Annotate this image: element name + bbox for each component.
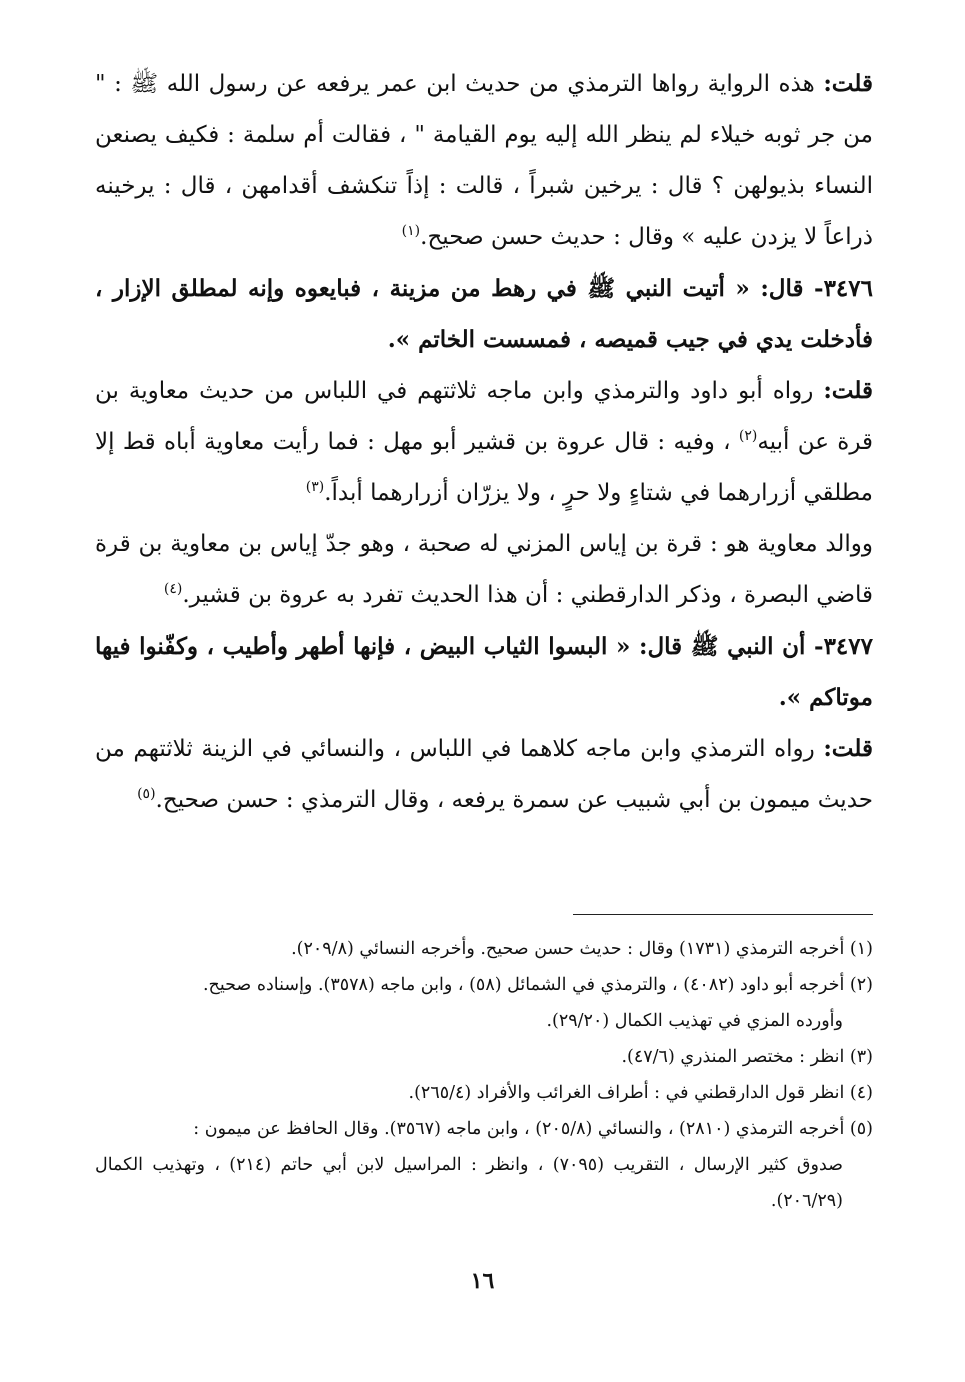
footnote-ref-4: (٤) xyxy=(163,581,183,597)
footnote-5-continued: صدوق كثير الإرسال ، التقريب (٧٠٩٥) ، وانظر : المراسيل لابن أبي حاتم (٢١٤) ، وتهذيب الكمال (٢٠٦/٢٩). xyxy=(95,1155,843,1211)
comment-paragraph-2 xyxy=(95,365,873,519)
hadith-3476 xyxy=(95,263,873,365)
footnote-2-continued: وأورده المزي في تهذيب الكمال (٢٩/٢٠). xyxy=(546,1011,843,1031)
plain-paragraph xyxy=(95,519,873,621)
page-number: ١٦ xyxy=(470,1268,495,1294)
comment-paragraph-1 xyxy=(95,58,873,263)
paragraph-text-continued: ، وفيه : قال عروة بن قشير أبو مهل : فما رأيت معاوية أباه قط إلا مطلقي أزرارهما في شتاءٍ ولا حرٍ ، ولا يزرّان أزرارهما أبداً. xyxy=(95,429,873,506)
hadith-text: ٣٤٧٧- أن النبي ﷺ قال: « البسوا الثياب البيض ، فإنها أطهر وأطيب ، وكفّنوا فيها موتاكم ». xyxy=(95,633,873,711)
footnote-2: (٢) أخرجه أبو داود (٤٠٨٢) ، والترمذي في الشمائل (٥٨) ، وابن ماجه (٣٥٧٨). وإسناده صحيح. xyxy=(202,975,873,995)
paragraph-text: هذه الرواية رواها الترمذي من حديث ابن عمر يرفعه عن رسول الله ﷺ : " من جر ثوبه خيلاء لم ينظر الله إليه يوم القيامة " ، فقالت أم سلمة : فكيف يصنعن النساء بذيولهن ؟ قال : يرخين شبراً ، قالت : إذاً تنكشف أقدامهن ، قال : يرخينه ذراعاً لا يزدن عليه » وقال : حديث حسن صحيح. xyxy=(95,71,873,250)
hadith-3477 xyxy=(95,621,873,723)
comment-label: قلت: xyxy=(823,70,873,97)
footnote-ref-2: (٢) xyxy=(738,428,758,444)
comment-paragraph-3 xyxy=(95,723,873,826)
footnote-ref-3: (٣) xyxy=(305,479,325,495)
footnote-1: (١) أخرجه الترمذي (١٧٣١) وقال : حديث حسن صحيح. وأخرجه النسائي (٢٠٩/٨). xyxy=(291,939,873,959)
main-text xyxy=(95,58,873,826)
comment-label: قلت: xyxy=(823,377,873,404)
comment-label: قلت: xyxy=(823,735,873,762)
paragraph-text: رواه أبو داود والترمذي وابن ماجه ثلاثتهم في اللباس من حديث معاوية بن قرة عن أبيه xyxy=(95,378,873,455)
footnote-4: (٤) انظر قول الدارقطني في : أطراف الغرائب والأفراد (٢٦٥/٤). xyxy=(408,1083,873,1103)
footnote-5: (٥) أخرجه الترمذي (٢٨١٠) ، والنسائي (٢٠٥/٨) ، وابن ماجه (٣٥٦٧). وقال الحافظ عن ميمون : xyxy=(193,1119,873,1139)
footnote-ref-5: (٥) xyxy=(137,786,156,802)
footnote-3: (٣) انظر : مختصر المنذري (٤٧/٦). xyxy=(621,1047,873,1067)
footnotes xyxy=(95,931,873,1219)
footnote-separator xyxy=(573,914,873,915)
paragraph-text: رواه الترمذي وابن ماجه كلاهما في اللباس ، والنسائي في الزينة ثلاثتهم من حديث ميمون بن أبي شبيب عن سمرة يرفعه ، وقال الترمذي : حسن صحيح. xyxy=(95,736,873,813)
paragraph-text: ووالد معاوية هو : قرة بن إياس المزني له صحبة ، وهو جدّ إياس بن معاوية بن قرة قاضي البصرة ، وذكر الدارقطني : أن هذا الحديث تفرد به عروة بن قشير. xyxy=(95,531,873,608)
footnote-ref-1: (١) xyxy=(401,223,421,239)
hadith-text: ٣٤٧٦- قال: « أتيت النبي ﷺ في رهط من مزينة ، فبايعوه وإنه لمطلق الإزار ، فأدخلت يدي في جيب قميصه ، فمسست الخاتم ». xyxy=(95,275,873,353)
